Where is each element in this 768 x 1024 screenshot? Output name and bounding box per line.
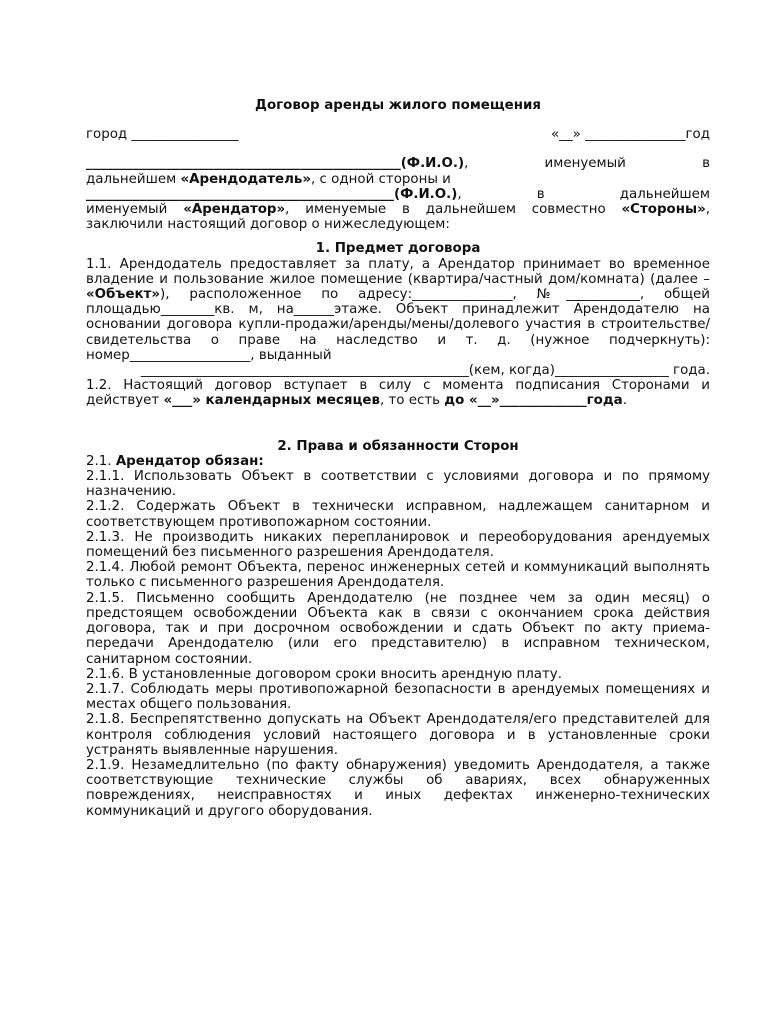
- fio-label-1: (Ф.И.О.): [400, 156, 465, 172]
- clause-2-1-1: 2.1.1. Использовать Объект в соответствии с условиями договора и по прямому назначению.: [86, 469, 710, 500]
- clause-text: ), расположенное по адресу:_______________, №___________, общей площадью________кв. м, на______этаже. Объект принадлежит Арендодателю на основании договора купли-продажи/аренды/мены/долевого участия в строительстве/свидетельства о праве на наследство и т. д. (нужное подчеркнуть): номер__________________, выданный: [86, 287, 710, 363]
- clause-2-1-7: 2.1.7. Соблюдать меры противопожарной безопасности в арендуемых помещениях и местах общего пользования.: [86, 681, 710, 713]
- date-field: «__» _______________год: [551, 127, 710, 143]
- clause-2-1-3: 2.1.3. Не производить никаких перепланировок и переоборудования арендуемых помещений без письменного разрешения Арендодателя.: [86, 529, 710, 561]
- clause-2-1-4: 2.1.4. Любой ремонт Объекта, перенос инженерных сетей и коммуникаций выполнять только с письменного разрешения Арендодателя.: [86, 560, 710, 591]
- parties-line-1: [86, 156, 710, 171]
- clause-1-2: [86, 378, 710, 408]
- clause-2-1-8: 2.1.8. Беспрепятственно допускать на Объект Арендодателя/его представителей для контроля соблюдения условий настоящего договора и в установленные сроки устранять выявленные нарушения.: [86, 712, 710, 758]
- clause-1-1: [86, 257, 710, 363]
- parties-text: именуемый: [86, 202, 184, 218]
- parties-text: дальнейшем: [86, 171, 181, 187]
- clause-text: , то есть: [379, 393, 445, 409]
- term-months: «___» календарных месяцев: [163, 393, 380, 409]
- clause-text: 1.2. Настоящий договор вступает в силу с момента подписания Сторонами и действует: [86, 378, 710, 409]
- section-2-title: 2. Права и обязанности Сторон: [277, 438, 519, 454]
- document-page: [86, 98, 710, 819]
- parties-text: , с одной стороны и: [311, 171, 451, 187]
- clause-2-1-6: 2.1.6. В установленные договором сроки вносить арендную плату.: [86, 666, 562, 682]
- clause-text: 1.1. Арендодатель предоставляет за плату, а Арендатор принимает во временное владение и пользование жилое помещение (квартира/частный дом/комната) (далее –: [86, 256, 710, 287]
- clause-1-1-issuer-line: _________________________________________________(кем, когда)_________________ года.: [140, 363, 710, 379]
- parties-line-2: [86, 172, 710, 187]
- parties-text: , именуемый в: [464, 156, 710, 172]
- clause-2-1-9: 2.1.9. Незамедлительно (по факту обнаружения) уведомить Арендодателя, а также соответствующие технические службы об авариях, всех обнаруженных повреждениях, неисправностях и иных дефектах инженерно-технических коммуникаций и другого оборудования.: [86, 757, 710, 819]
- parties-line-4: [86, 202, 710, 217]
- landlord-term: «Арендодатель»: [180, 171, 312, 187]
- section-1-title: 1. Предмет договора: [315, 241, 481, 257]
- clause-text: .: [622, 393, 627, 409]
- clause-2-1-2: 2.1.2. Содержать Объект в технически исправном, надлежащем санитарном и соответствующем противопожарном состоянии.: [86, 499, 710, 530]
- city-field: город ________________: [86, 127, 239, 143]
- subsection-number: 2.1.: [86, 453, 116, 469]
- tenant-name-blank: ______________________________________________: [86, 186, 394, 202]
- city-date-row: [86, 127, 710, 142]
- clause-2-1-5: 2.1.5. Письменно сообщить Арендодателю (не позднее чем за один месяц) о предстоящем освобождении Объекта как в связи с окончанием срока действия договора, так и при досрочном освобождении и сдать Объект по акту приема-передачи Арендодателю (или его представителю) в исправном техническом, санитарном состоянии.: [86, 590, 710, 667]
- subsection-2-1: [86, 454, 710, 469]
- parties-line-5: заключили настоящий договор о нижеследующем:: [86, 217, 450, 233]
- subsection-title: Арендатор обязан:: [115, 453, 264, 469]
- parties-text: ,: [705, 202, 710, 218]
- parties-text: , именуемые в дальнейшем совместно: [285, 202, 622, 218]
- parties-line-3: [86, 187, 710, 202]
- landlord-name-blank: _______________________________________________: [86, 156, 401, 172]
- tenant-term: «Арендатор»: [183, 202, 286, 218]
- document-title: Договор аренды жилого помещения: [255, 98, 541, 113]
- parties-text: , в дальнейшем: [457, 186, 710, 202]
- object-term: «Объект»: [86, 287, 161, 303]
- fio-label-2: (Ф.И.О.): [393, 186, 458, 202]
- term-until: до «__»_____________года: [444, 393, 623, 409]
- sides-term: «Стороны»: [621, 202, 706, 218]
